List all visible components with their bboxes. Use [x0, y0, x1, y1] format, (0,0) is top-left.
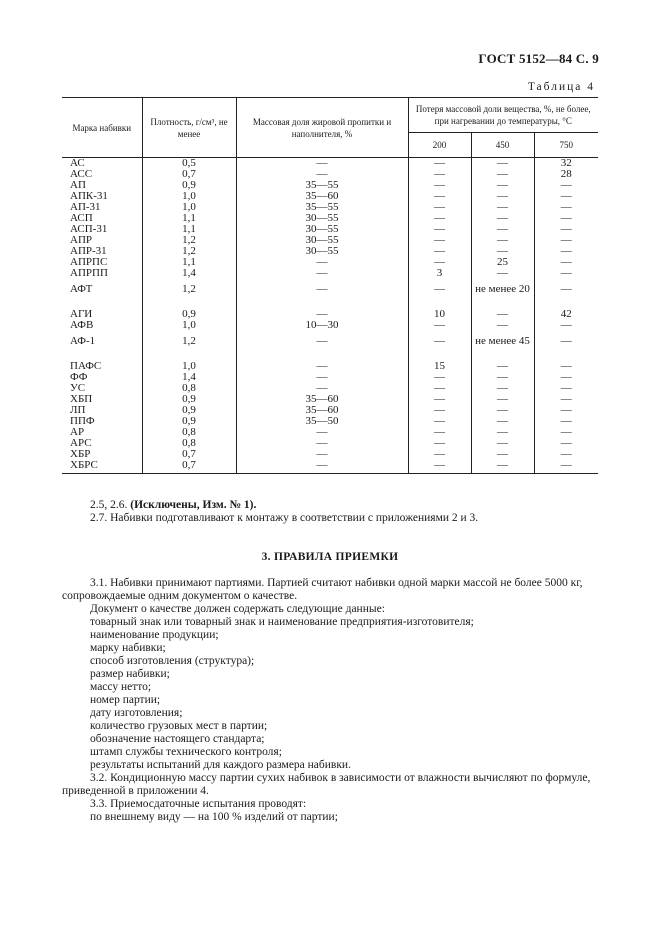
header-mass-loss: Потеря массовой доли вещества, %, не более, при нагревании до температуры, °С: [408, 98, 598, 133]
table-row: [62, 268, 598, 279]
cell-density: 1,1: [142, 224, 236, 235]
cell-density: 1,2: [142, 246, 236, 257]
cell-brand: АСП: [70, 212, 93, 224]
paragraph-2-5: [62, 499, 598, 525]
cell-t200: —: [408, 449, 471, 460]
cell-density: 1,0: [142, 191, 236, 202]
cell-t200: —: [408, 372, 471, 383]
cell-t750: —: [534, 383, 598, 394]
cell-t750: —: [534, 279, 598, 309]
cell-t750: —: [534, 235, 598, 246]
cell-brand: АФ-1: [70, 335, 96, 347]
cell-fat: —: [236, 169, 408, 180]
list-item: марку набивки;: [90, 642, 166, 654]
cell-t750: 28: [534, 169, 598, 180]
table-row: [62, 158, 598, 170]
cell-fat: 35—60: [236, 191, 408, 202]
cell-t200: —: [408, 383, 471, 394]
section-title: 3. ПРАВИЛА ПРИЕМКИ: [261, 551, 399, 563]
cell-t750: —: [534, 372, 598, 383]
paragraph-3-3: 3.3. Приемосдаточные испытания проводят:: [90, 798, 307, 810]
cell-fat: 10—30: [236, 320, 408, 331]
cell-t450: —: [471, 268, 534, 279]
cell-fat: 30—55: [236, 213, 408, 224]
cell-t200: —: [408, 427, 471, 438]
cell-density: 0,9: [142, 416, 236, 427]
cell-t200: —: [408, 158, 471, 170]
cell-t450: —: [471, 309, 534, 320]
cell-fat: 35—60: [236, 405, 408, 416]
cell-brand: ХБП: [70, 393, 93, 405]
cell-t200: —: [408, 224, 471, 235]
cell-fat: —: [236, 383, 408, 394]
cell-t200: —: [408, 235, 471, 246]
cell-density: 1,1: [142, 257, 236, 268]
list-item: массу нетто;: [90, 681, 152, 693]
cell-fat: 35—55: [236, 202, 408, 213]
cell-brand: АПР: [70, 234, 93, 246]
cell-t750: —: [534, 405, 598, 416]
cell-t200: —: [408, 169, 471, 180]
cell-fat: —: [236, 361, 408, 372]
list-item: способ изготовления (структура);: [90, 655, 255, 667]
cell-brand: АФВ: [70, 319, 94, 331]
cell-t450: —: [471, 416, 534, 427]
cell-brand: ХБР: [70, 448, 91, 460]
cell-fat: 30—55: [236, 224, 408, 235]
cell-fat: —: [236, 268, 408, 279]
table-row: [62, 372, 598, 383]
cell-density: 1,4: [142, 268, 236, 279]
cell-t450: —: [471, 180, 534, 191]
cell-density: 1,2: [142, 279, 236, 309]
cell-brand: АРС: [70, 437, 92, 449]
cell-brand: ЛП: [70, 404, 86, 416]
cell-t450: —: [471, 361, 534, 372]
cell-fat: —: [236, 372, 408, 383]
cell-t450: не менее 45: [471, 331, 534, 361]
cell-density: 0,7: [142, 169, 236, 180]
cell-brand: УС: [70, 382, 86, 394]
cell-density: 0,9: [142, 309, 236, 320]
cell-t450: 25: [471, 257, 534, 268]
para-2-5-number: 2.5, 2.6.: [90, 499, 128, 511]
list-item: обозначение настоящего стандарта;: [90, 733, 265, 745]
cell-density: 0,8: [142, 427, 236, 438]
table-body: [62, 158, 598, 474]
cell-fat: 35—60: [236, 394, 408, 405]
cell-density: 1,0: [142, 361, 236, 372]
cell-t750: —: [534, 320, 598, 331]
table-row: [62, 331, 598, 361]
cell-fat: 35—55: [236, 180, 408, 191]
cell-t450: —: [471, 427, 534, 438]
cell-t200: —: [408, 460, 471, 474]
table-caption: Таблица 4: [527, 81, 595, 93]
cell-brand: АС: [70, 157, 85, 169]
cell-t750: —: [534, 438, 598, 449]
cell-t450: —: [471, 394, 534, 405]
cell-fat: —: [236, 438, 408, 449]
cell-fat: —: [236, 460, 408, 474]
cell-t200: —: [408, 279, 471, 309]
cell-fat: —: [236, 309, 408, 320]
cell-t450: —: [471, 246, 534, 257]
cell-density: 1,4: [142, 372, 236, 383]
cell-fat: 35—50: [236, 416, 408, 427]
cell-t200: 10: [408, 309, 471, 320]
cell-fat: —: [236, 449, 408, 460]
table-row: [62, 279, 598, 309]
list-item: по внешнему виду — на 100 % изделий от партии;: [90, 811, 338, 823]
table-row: [62, 320, 598, 331]
cell-t750: —: [534, 213, 598, 224]
cell-t200: —: [408, 320, 471, 331]
list-item: результаты испытаний для каждого размера набивки.: [90, 759, 351, 771]
cell-t450: —: [471, 449, 534, 460]
cell-t750: —: [534, 449, 598, 460]
cell-brand: АПРПП: [70, 267, 108, 279]
cell-density: 1,0: [142, 202, 236, 213]
cell-t750: 32: [534, 158, 598, 170]
cell-t750: —: [534, 191, 598, 202]
header-t750: 750: [534, 133, 598, 158]
cell-brand: АР: [70, 426, 85, 438]
cell-t450: —: [471, 191, 534, 202]
header-brand: Марка набивки: [62, 98, 142, 158]
header-t450: 450: [471, 133, 534, 158]
cell-brand: АПРПС: [70, 256, 108, 268]
table-row: [62, 246, 598, 257]
cell-fat: 30—55: [236, 246, 408, 257]
cell-t450: —: [471, 438, 534, 449]
paragraph-2-7: 2.7. Набивки подготавливают к монтажу в соответствии с приложениями 2 и 3.: [90, 512, 479, 524]
cell-t750: —: [534, 257, 598, 268]
cell-t200: —: [408, 191, 471, 202]
cell-t750: —: [534, 268, 598, 279]
cell-t750: —: [534, 460, 598, 474]
cell-t750: —: [534, 246, 598, 257]
para-2-5-bold: (Исключены, Изм. № 1).: [130, 499, 257, 511]
list-item: дату изготовления;: [90, 707, 183, 719]
cell-fat: —: [236, 331, 408, 361]
cell-t200: —: [408, 405, 471, 416]
cell-brand: ХБРС: [62, 460, 142, 474]
table-row: [62, 449, 598, 460]
section-3-body: [62, 577, 598, 824]
cell-density: 0,7: [142, 449, 236, 460]
cell-density: 1,0: [142, 320, 236, 331]
cell-t200: —: [408, 213, 471, 224]
cell-t200: —: [408, 331, 471, 361]
table-row: [62, 438, 598, 449]
cell-brand: ППФ: [70, 415, 95, 427]
cell-t750: —: [534, 202, 598, 213]
table-row: [62, 427, 598, 438]
cell-fat: —: [236, 257, 408, 268]
cell-density: 1,2: [142, 331, 236, 361]
table-row: [62, 416, 598, 427]
cell-t200: —: [408, 438, 471, 449]
cell-fat: —: [236, 158, 408, 170]
doc-intro: Документ о качестве должен содержать следующие данные:: [90, 603, 385, 615]
cell-t450: —: [471, 460, 534, 474]
cell-t450: —: [471, 383, 534, 394]
header-density: Плотность, г/см³, не менее: [142, 98, 236, 158]
cell-t450: —: [471, 235, 534, 246]
cell-density: 1,1: [142, 213, 236, 224]
list-item: товарный знак или товарный знак и наименование предприятия-изготовителя;: [90, 616, 474, 628]
cell-brand: АГИ: [70, 308, 93, 320]
cell-density: 0,7: [142, 460, 236, 474]
cell-t200: 3: [408, 268, 471, 279]
table-row: [62, 361, 598, 372]
cell-density: 0,9: [142, 405, 236, 416]
cell-density: 0,9: [142, 180, 236, 191]
cell-t450: —: [471, 202, 534, 213]
table-row: [62, 460, 598, 474]
data-table: [62, 97, 598, 474]
cell-t450: —: [471, 405, 534, 416]
cell-density: 0,9: [142, 394, 236, 405]
header-t200: 200: [408, 133, 471, 158]
cell-t200: —: [408, 257, 471, 268]
cell-t450: —: [471, 224, 534, 235]
cell-density: 1,2: [142, 235, 236, 246]
cell-brand: АПК-31: [70, 190, 108, 202]
page-header: ГОСТ 5152—84 С. 9: [478, 51, 599, 66]
list-item: количество грузовых мест в партии;: [90, 720, 268, 732]
cell-t750: —: [534, 224, 598, 235]
cell-t450: —: [471, 372, 534, 383]
cell-t200: —: [408, 202, 471, 213]
cell-t450: —: [471, 320, 534, 331]
list-item: размер набивки;: [90, 668, 170, 680]
cell-t750: —: [534, 394, 598, 405]
cell-t750: 42: [534, 309, 598, 320]
cell-density: 0,5: [142, 158, 236, 170]
cell-t750: —: [534, 416, 598, 427]
cell-brand: АФТ: [70, 283, 93, 295]
list-item: наименование продукции;: [90, 629, 219, 641]
cell-brand: АП: [70, 179, 86, 191]
cell-t200: 15: [408, 361, 471, 372]
cell-t200: —: [408, 416, 471, 427]
cell-t450: не менее 20: [471, 279, 534, 309]
cell-brand: ФФ: [70, 371, 88, 383]
cell-t450: —: [471, 213, 534, 224]
cell-brand: АПР-31: [70, 245, 107, 257]
cell-t750: —: [534, 180, 598, 191]
cell-brand: АСС: [70, 168, 93, 180]
paragraph-3-1: 3.1. Набивки принимают партиями. Партией считают набивки одной марки массой не более 5000 кг, сопровождаемые одним документом о качестве.: [62, 577, 583, 602]
table-row: [62, 257, 598, 268]
header-fat-share: Массовая доля жировой пропитки и наполнителя, %: [236, 98, 408, 158]
cell-brand: АП-31: [70, 201, 101, 213]
cell-fat: —: [236, 279, 408, 309]
cell-brand: АСП-31: [70, 223, 108, 235]
cell-t200: —: [408, 394, 471, 405]
paragraph-3-2: 3.2. Кондиционную массу партии сухих набивок в зависимости от влажности вычисляют по формуле, приведенной в приложении 4.: [62, 772, 591, 797]
list-item: номер партии;: [90, 694, 161, 706]
cell-fat: 30—55: [236, 235, 408, 246]
cell-density: 0,8: [142, 438, 236, 449]
cell-t200: —: [408, 180, 471, 191]
cell-density: 0,8: [142, 383, 236, 394]
cell-t750: —: [534, 427, 598, 438]
cell-fat: —: [236, 427, 408, 438]
cell-t750: —: [534, 331, 598, 361]
cell-t450: —: [471, 169, 534, 180]
cell-t450: —: [471, 158, 534, 170]
cell-t750: —: [534, 361, 598, 372]
cell-t200: —: [408, 246, 471, 257]
list-item: штамп службы технического контроля;: [90, 746, 282, 758]
cell-brand: ПАФС: [70, 360, 102, 372]
